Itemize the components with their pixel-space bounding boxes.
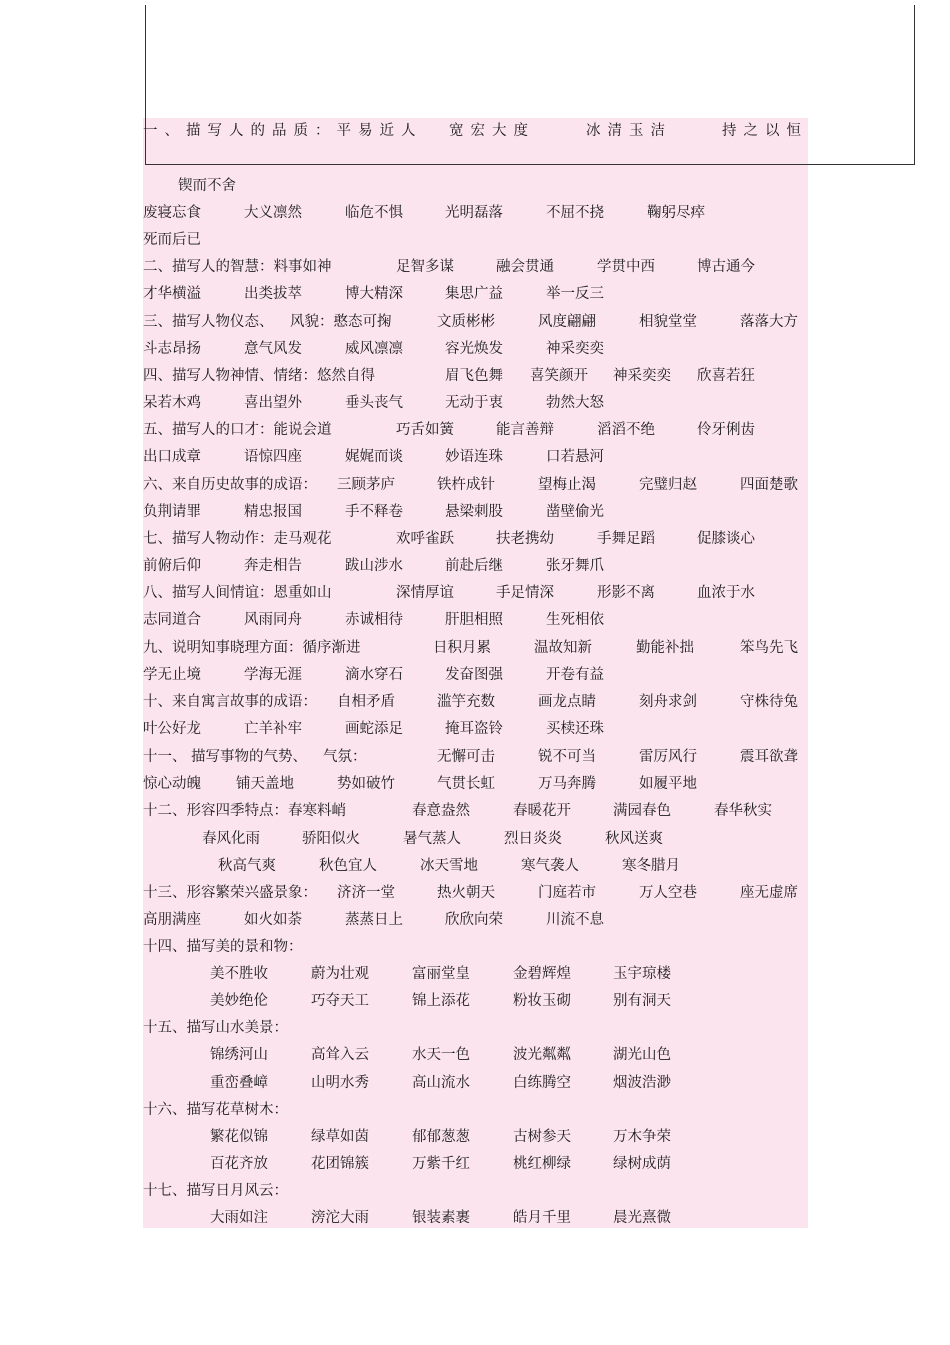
idiom-text: 跋山涉水: [345, 558, 403, 574]
idiom-text: 五、描写人的口才：能说会道: [143, 422, 332, 438]
idiom-text: 学无止境: [143, 667, 201, 683]
idiom-text: 古树参天: [513, 1129, 571, 1145]
idiom-text: 博古通今: [697, 259, 755, 275]
idiom-text: 描写事物的气势、: [191, 749, 307, 765]
idiom-text: 三、描写人物仪态、: [143, 314, 274, 330]
idiom-text: 学海无涯: [244, 667, 302, 683]
idiom-text: 十七、描写日月风云：: [143, 1183, 288, 1199]
idiom-text: 妙语连珠: [445, 449, 503, 465]
idiom-text: 春意盎然: [412, 803, 470, 819]
idiom-text: 深情厚谊: [396, 585, 454, 601]
idiom-text: 出口成章: [143, 449, 201, 465]
idiom-text: 足智多谋: [396, 259, 454, 275]
idiom-text: 美妙绝伦: [210, 993, 268, 1009]
idiom-text: 滥竽充数: [437, 694, 495, 710]
idiom-text: 万马奔腾: [538, 776, 596, 792]
idiom-text: 美不胜收: [210, 966, 268, 982]
idiom-text: 粉妆玉砌: [513, 993, 571, 1009]
idiom-text: 扶老携幼: [496, 531, 554, 547]
idiom-text: 寒气袭人: [521, 858, 579, 874]
idiom-text: 蒸蒸日上: [345, 912, 403, 928]
idiom-text: 集思广益: [445, 286, 503, 302]
idiom-text: 口若悬河: [546, 449, 604, 465]
idiom-text: 川流不息: [546, 912, 604, 928]
idiom-text: 八、描写人间情谊：恩重如山: [143, 585, 332, 601]
idiom-text: 血浓于水: [697, 585, 755, 601]
idiom-text: 巧舌如簧: [396, 422, 454, 438]
idiom-text: 春华秋实: [714, 803, 772, 819]
idiom-text: 如履平地: [639, 776, 697, 792]
idiom-text: 冰天雪地: [420, 858, 478, 874]
idiom-text: 斗志昂扬: [143, 341, 201, 357]
idiom-text: 无懈可击: [437, 749, 495, 765]
idiom-text: 赤诚相待: [345, 612, 403, 628]
idiom-text: 富丽堂皇: [412, 966, 470, 982]
idiom-text: 相貌堂堂: [639, 314, 697, 330]
idiom-text: 手足情深: [496, 585, 554, 601]
idiom-text: 骄阳似火: [302, 831, 360, 847]
idiom-text: 才华横溢: [143, 286, 201, 302]
idiom-text: 文质彬彬: [437, 314, 495, 330]
idiom-text: 春暖花开: [513, 803, 571, 819]
idiom-text: 风度翩翩: [538, 314, 596, 330]
idiom-text: 生死相依: [546, 612, 604, 628]
idiom-text: 一、描写人的品质：平易近人: [143, 123, 423, 139]
idiom-text: 能言善辩: [496, 422, 554, 438]
idiom-text: 促膝谈心: [697, 531, 755, 547]
idiom-text: 持之以恒: [722, 123, 808, 139]
idiom-text: 二、描写人的智慧：料事如神: [143, 259, 332, 275]
idiom-text: 花团锦簇: [311, 1156, 369, 1172]
idiom-text: 娓娓而谈: [345, 449, 403, 465]
idiom-text: 十一、: [143, 749, 187, 765]
idiom-text: 春风化雨: [202, 831, 260, 847]
idiom-text: 喜笑颜开: [530, 368, 588, 384]
idiom-text: 形影不离: [597, 585, 655, 601]
idiom-text: 举一反三: [546, 286, 604, 302]
idiom-text: 十、来自寓言故事的成语：: [143, 694, 317, 710]
idiom-text: 滴水穿石: [345, 667, 403, 683]
idiom-text: 晨光熹微: [613, 1210, 671, 1226]
idiom-text: 十四、描写美的景和物：: [143, 939, 303, 955]
idiom-text: 百花齐放: [210, 1156, 268, 1172]
idiom-text: 十三、形容繁荣兴盛景象：: [143, 885, 317, 901]
idiom-text: 风貌：憨态可掬: [290, 314, 392, 330]
idiom-text: 郁郁葱葱: [412, 1129, 470, 1145]
idiom-text: 波光粼粼: [513, 1047, 571, 1063]
idiom-text: 容光焕发: [445, 341, 503, 357]
idiom-text: 山明水秀: [311, 1075, 369, 1091]
idiom-text: 出类拔萃: [244, 286, 302, 302]
idiom-text: 蔚为壮观: [311, 966, 369, 982]
idiom-text: 高耸入云: [311, 1047, 369, 1063]
idiom-text: 手舞足蹈: [597, 531, 655, 547]
idiom-text: 势如破竹: [337, 776, 395, 792]
idiom-text: 锐不可当: [538, 749, 596, 765]
idiom-text: 十二、形容四季特点：春寒料峭: [143, 803, 346, 819]
idiom-text: 凿壁偷光: [546, 504, 604, 520]
idiom-text: 万木争荣: [613, 1129, 671, 1145]
idiom-text: 座无虚席: [740, 885, 798, 901]
idiom-text: 开卷有益: [546, 667, 604, 683]
idiom-text: 风雨同舟: [244, 612, 302, 628]
idiom-text: 日积月累: [433, 640, 491, 656]
idiom-text: 画龙点睛: [538, 694, 596, 710]
idiom-text: 前赴后继: [445, 558, 503, 574]
idiom-text: 买椟还珠: [546, 721, 604, 737]
idiom-text: 掩耳盗铃: [445, 721, 503, 737]
idiom-text: 烟波浩渺: [613, 1075, 671, 1091]
idiom-text: 锲而不舍: [178, 178, 236, 194]
idiom-text: 万人空巷: [639, 885, 697, 901]
idiom-text: 叶公好龙: [143, 721, 201, 737]
idiom-text: 雷厉风行: [639, 749, 697, 765]
idiom-text: 笨鸟先飞: [740, 640, 798, 656]
idiom-text: 欣喜若狂: [697, 368, 755, 384]
idiom-text: 望梅止渴: [538, 477, 596, 493]
idiom-text: 光明磊落: [445, 205, 503, 221]
idiom-text: 亡羊补牢: [244, 721, 302, 737]
idiom-text: 锦绣河山: [210, 1047, 268, 1063]
idiom-text: 自相矛盾: [337, 694, 395, 710]
idiom-text: 冰清玉洁: [586, 123, 672, 139]
idiom-text: 绿草如茵: [311, 1129, 369, 1145]
idiom-text: 秋高气爽: [218, 858, 276, 874]
idiom-text: 大雨如注: [210, 1210, 268, 1226]
idiom-text: 繁花似锦: [210, 1129, 268, 1145]
idiom-text: 巧夺天工: [311, 993, 369, 1009]
table-frame: [145, 5, 915, 165]
idiom-text: 喜出望外: [244, 395, 302, 411]
idiom-text: 画蛇添足: [345, 721, 403, 737]
idiom-text: 负荆请罪: [143, 504, 201, 520]
idiom-text: 秋色宜人: [319, 858, 377, 874]
idiom-text: 张牙舞爪: [546, 558, 604, 574]
idiom-text: 气贯长虹: [437, 776, 495, 792]
idiom-text: 欣欣向荣: [445, 912, 503, 928]
idiom-text: 十五、描写山水美景：: [143, 1020, 288, 1036]
idiom-text: 无动于衷: [445, 395, 503, 411]
idiom-text: 落落大方: [740, 314, 798, 330]
idiom-text: 暑气蒸人: [403, 831, 461, 847]
idiom-text: 门庭若市: [538, 885, 596, 901]
idiom-text: 悬梁刺股: [445, 504, 503, 520]
idiom-text: 热火朝天: [437, 885, 495, 901]
idiom-text: 志同道合: [143, 612, 201, 628]
idiom-text: 温故知新: [534, 640, 592, 656]
idiom-text: 垂头丧气: [345, 395, 403, 411]
idiom-text: 七、描写人物动作：走马观花: [143, 531, 332, 547]
idiom-text: 前俯后仰: [143, 558, 201, 574]
idiom-text: 金碧辉煌: [513, 966, 571, 982]
idiom-text: 守株待兔: [740, 694, 798, 710]
idiom-text: 锦上添花: [412, 993, 470, 1009]
idiom-text: 眉飞色舞: [445, 368, 503, 384]
idiom-text: 废寝忘食: [143, 205, 201, 221]
idiom-text: 玉宇琼楼: [613, 966, 671, 982]
idiom-text: 死而后已: [143, 232, 201, 248]
idiom-text: 高朋满座: [143, 912, 201, 928]
idiom-text: 白练腾空: [513, 1075, 571, 1091]
idiom-text: 勃然大怒: [546, 395, 604, 411]
idiom-text: 惊心动魄: [143, 776, 201, 792]
idiom-text: 秋风送爽: [605, 831, 663, 847]
idiom-text: 滔滔不绝: [597, 422, 655, 438]
idiom-text: 济济一堂: [337, 885, 395, 901]
idiom-text: 刻舟求剑: [639, 694, 697, 710]
idiom-text: 六、来自历史故事的成语：: [143, 477, 317, 493]
idiom-text: 神采奕奕: [613, 368, 671, 384]
idiom-text: 寒冬腊月: [622, 858, 680, 874]
idiom-text: 烈日炎炎: [504, 831, 562, 847]
idiom-text: 精忠报国: [244, 504, 302, 520]
idiom-text: 银装素裹: [412, 1210, 470, 1226]
idiom-text: 博大精深: [345, 286, 403, 302]
idiom-text: 重峦叠嶂: [210, 1075, 268, 1091]
idiom-text: 发奋图强: [445, 667, 503, 683]
idiom-text: 高山流水: [412, 1075, 470, 1091]
idiom-text: 铁杵成针: [437, 477, 495, 493]
idiom-text: 铺天盖地: [236, 776, 294, 792]
idiom-text: 呆若木鸡: [143, 395, 201, 411]
idiom-text: 万紫千红: [412, 1156, 470, 1172]
idiom-text: 皓月千里: [513, 1210, 571, 1226]
idiom-text: 语惊四座: [244, 449, 302, 465]
idiom-text: 奔走相告: [244, 558, 302, 574]
idiom-text: 临危不惧: [345, 205, 403, 221]
idiom-text: 伶牙俐齿: [697, 422, 755, 438]
idiom-text: 别有洞天: [613, 993, 671, 1009]
idiom-text: 绿树成荫: [613, 1156, 671, 1172]
idiom-text: 如火如荼: [244, 912, 302, 928]
idiom-text: 大义凛然: [244, 205, 302, 221]
idiom-text: 桃红柳绿: [513, 1156, 571, 1172]
idiom-text: 十六、描写花草树木：: [143, 1102, 288, 1118]
idiom-text: 宽宏大度: [449, 123, 535, 139]
idiom-text: 神采奕奕: [546, 341, 604, 357]
idiom-text: 九、说明知事晓理方面：循序渐进: [143, 640, 361, 656]
idiom-text: 滂沱大雨: [311, 1210, 369, 1226]
idiom-text: 学贯中西: [597, 259, 655, 275]
idiom-text: 四、描写人物神情、情绪：悠然自得: [143, 368, 375, 384]
idiom-text: 气氛：: [323, 749, 367, 765]
idiom-text: 融会贯通: [496, 259, 554, 275]
idiom-text: 鞠躬尽瘁: [647, 205, 705, 221]
idiom-text: 水天一色: [412, 1047, 470, 1063]
idiom-text: 震耳欲聋: [740, 749, 798, 765]
idiom-text: 意气风发: [244, 341, 302, 357]
idiom-text: 四面楚歌: [740, 477, 798, 493]
idiom-text: 不屈不挠: [546, 205, 604, 221]
idiom-text: 完璧归赵: [639, 477, 697, 493]
idiom-text: 湖光山色: [613, 1047, 671, 1063]
idiom-text: 勤能补拙: [636, 640, 694, 656]
idiom-text: 三顾茅庐: [337, 477, 395, 493]
idiom-text: 肝胆相照: [445, 612, 503, 628]
idiom-text: 满园春色: [613, 803, 671, 819]
idiom-text: 欢呼雀跃: [396, 531, 454, 547]
idiom-text: 手不释卷: [345, 504, 403, 520]
idiom-text: 威风凛凛: [345, 341, 403, 357]
